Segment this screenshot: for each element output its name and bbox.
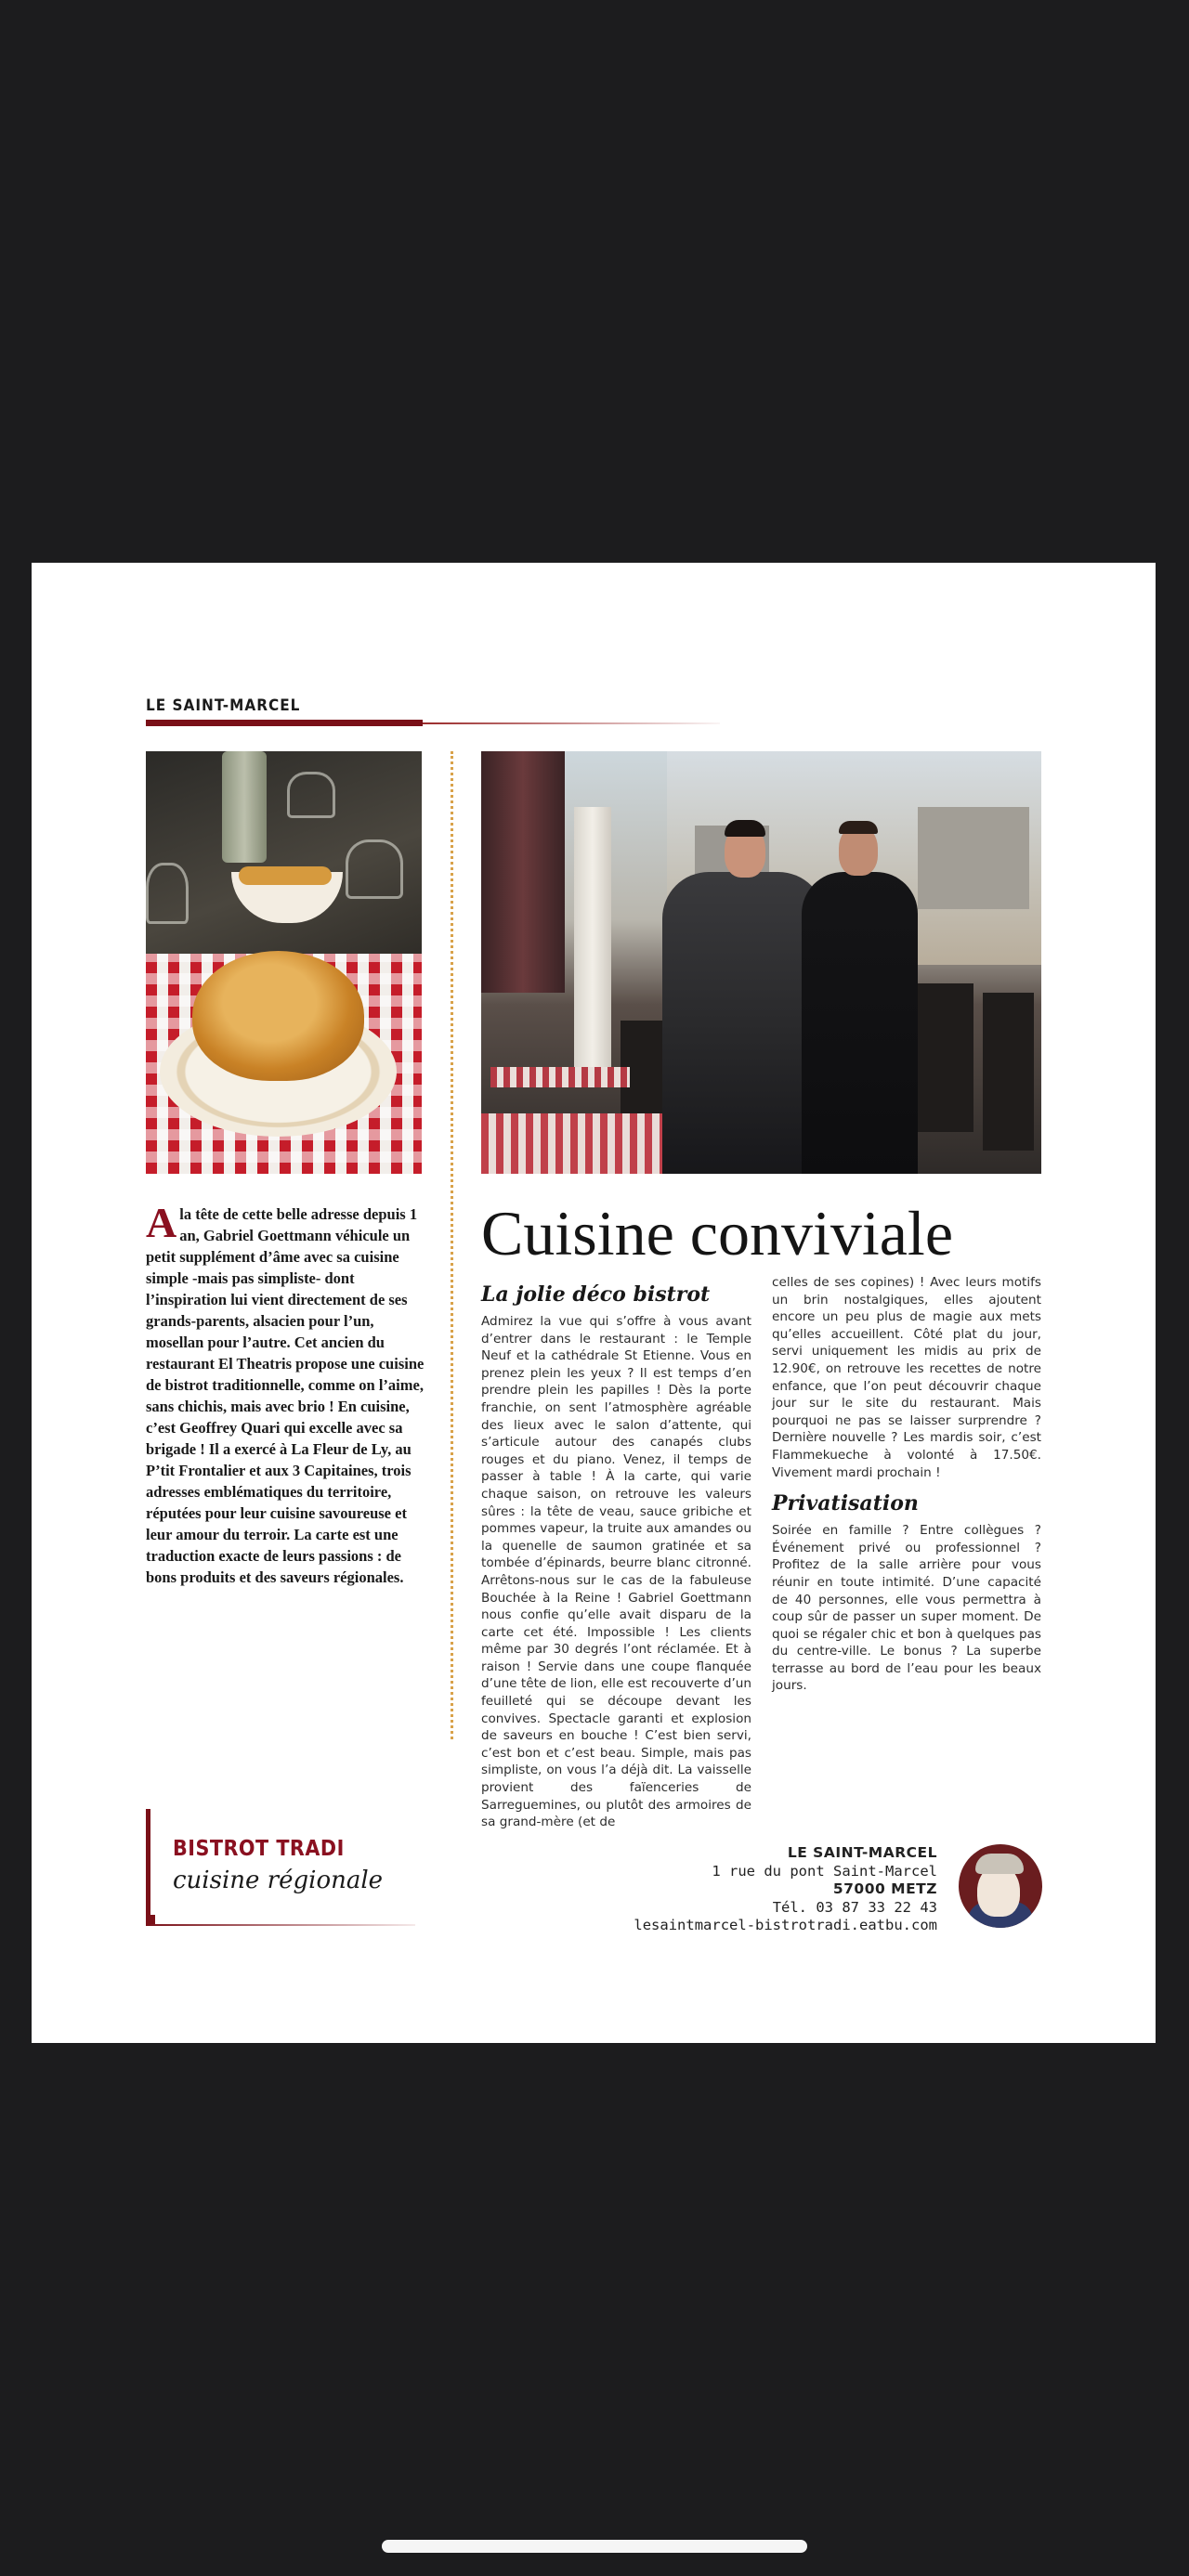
article-headline: Cuisine conviviale (481, 1198, 954, 1268)
subhead-deco: La jolie déco bistrot (481, 1282, 711, 1307)
venue-address-block (634, 1844, 937, 1935)
body-column-2 (772, 1274, 1041, 1695)
badge-rule (146, 1924, 415, 1926)
chefs-restaurant-photo (481, 751, 1041, 1174)
badge-subtitle: cuisine régionale (173, 1867, 384, 1894)
chef-logo-icon (959, 1844, 1042, 1928)
column-divider (451, 751, 453, 1739)
address-line-2: 57000 METZ (832, 1880, 937, 1897)
section-kicker: LE SAINT-MARCEL (146, 696, 301, 715)
privatisation-paragraph: Soirée en famille ? Entre collègues ? Événement privé ou professionnel ? Profitez de la salle arrière pour vous réunir en toute intimité. D’une capacité de 40 personnes, elle vous permettra à coup sûr de passer un super moment. De quoi se régaler chic et bon à quelques pas du centre-ville. Le bonus ? La superbe terrasse au bord de l’eau pour les beaux jours. (772, 1523, 1041, 1694)
kicker-rule (146, 720, 423, 726)
home-indicator[interactable] (382, 2540, 807, 2553)
address-line-1: 1 rue du pont Saint-Marcel (712, 1862, 937, 1880)
magazine-page (32, 563, 1156, 2043)
subhead-privatisation: Privatisation (772, 1491, 919, 1516)
venue-name: LE SAINT-MARCEL (787, 1844, 937, 1861)
kicker-rule-fade (423, 722, 720, 724)
deco-paragraph-continued: celles de ses copines) ! Avec leurs motifs un brin nostalgiques, elles ajoutent encore un peu plus de magie aux mets qu’elles accueillent. Côté plat du jour, servi uniquement les midis au prix de 12.90€, on retrouve les recettes de notre enfance, que l’on peut découvrir chaque jour sur le site du restaurant. Mais pourquoi ne pas se laisser surprendre ? Dernière nouvelle ? Les mardis soir, c’est Flammekueche à volonté à 17.50€. Vivement mardi prochain ! (772, 1275, 1041, 1480)
intro-paragraph (146, 1199, 425, 1588)
badge-title: BISTROT TRADI (173, 1837, 345, 1861)
phone-number: Tél. 03 87 33 22 43 (772, 1898, 937, 1916)
pie-dish-photo (146, 751, 422, 1174)
badge-corner (146, 1915, 155, 1924)
badge-frame (146, 1809, 150, 1925)
deco-paragraph: Admirez la vue qui s’offre à vous avant d’entrer dans le restaurant : le Temple Neuf et la cathédrale St Etienne. Vous en prenez plein les yeux ? Il est temps d’en prendre plein les papilles ! Dès la porte franchie, on sent l’atmosphère agréable des lieux avec le salon d’attente, qui s’articule autour des canapés clubs rouges et du piano. Venez, il temps de passer à table ! À la carte, qui varie chaque saison, on retrouve les valeurs sûres : la tête de veau, sauce gribiche et pommes vapeur, la truite aux amandes ou la quenelle de saumon gratinée et sa tombée d’épinards, beurre blanc citronné. Arrêtons-nous sur le cas de la fabuleuse Bouchée à la Reine ! Gabriel Goettmann nous confie qu’elle avait disparu de la carte cet été. Impossible ! Les clients même par 30 degrés l’ont réclamée. Et à raison ! Servie dans une coupe flanquée d’une tête de lion, elle est recouverte d’un feuilleté qui se découpe devant les convives. Spectacle garanti et explosion de saveurs en bouche ! C’est bien servi, c’est bon et c’est beau. Simple, mais pas simpliste, on vous l’a déjà dit. La vaisselle provient des faïenceries de Sarreguemines, ou plutôt des armoires de sa grand-mère (et de (481, 1314, 751, 1830)
website-link[interactable]: lesaintmarcel-bistrotradi.eatbu.com (634, 1917, 937, 1933)
drop-cap: A (146, 1199, 177, 1246)
intro-text: la tête de cette belle adresse depuis 1 an, Gabriel Goettmann véhicule un petit supplément d’âme avec sa cuisine simple -mais pas simpliste- dont l’inspiration lui vient directement de ses grands-parents, alsacien pour l’un, mosellan pour l’autre. Cet ancien du restaurant El Theatris propose une cuisine de bistrot traditionnelle, comme on l’aime, sans chichis, mais avec brio ! En cuisine, c’est Geoffrey Quari qui excelle avec sa brigade ! Il a exercé à La Fleur de Ly, au P’tit Frontalier et aux 3 Capitaines, trois adresses emblématiques du territoire, réputées pour leur cuisine savoureuse et leur amour du terroir. La carte est une traduction exacte de leurs passions : de bons produits et des saveurs régionales. (146, 1205, 425, 1586)
body-column-1 (481, 1274, 751, 1831)
